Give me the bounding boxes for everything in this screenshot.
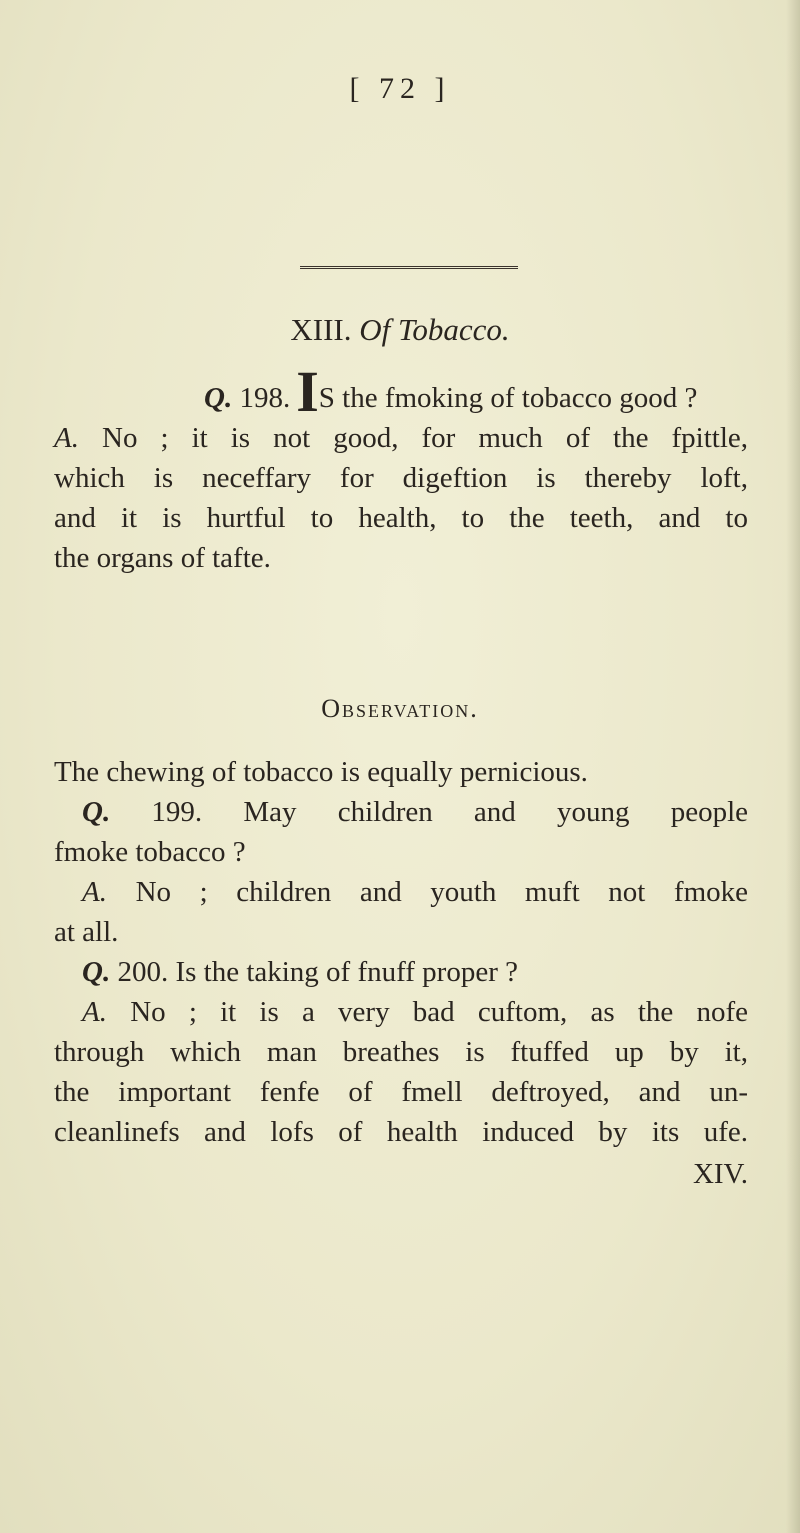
answer-text-line: No ; it is not good, for much of the fpittle, <box>102 422 748 454</box>
section-of: Of <box>359 312 391 347</box>
answer-mark-label: A. <box>54 422 79 454</box>
section-subject: Tobacco. <box>397 312 510 347</box>
answer-text-line: which is neceffary for digeftion is thereby loft, <box>54 462 748 494</box>
question-text: 200. Is the taking of fnuff proper ? <box>117 956 518 988</box>
page-edge-shadow <box>786 0 800 1533</box>
answer-text-line: No ; children and youth muft not fmoke <box>135 876 749 908</box>
answer-text-line: through which man breathes is ftuffed up by it, <box>54 1036 748 1068</box>
answer-mark-label: A. <box>82 996 107 1028</box>
answer-text-line: the organs of tafte. <box>54 542 271 574</box>
question-text: 199. May children and young people <box>151 796 749 828</box>
catchword: XIV. <box>692 1158 748 1190</box>
observation-heading: Observation. <box>321 694 479 723</box>
section-rule <box>300 266 518 269</box>
answer-text-line: cleanlinefs and lofs of health induced by its ufe. <box>54 1116 748 1148</box>
question-text: S the fmoking of tobacco good ? <box>318 382 698 414</box>
answer-text-line: No ; it is a very bad cuftom, as the nofe <box>130 996 748 1028</box>
answer-mark-label: A. <box>82 876 107 908</box>
question-198-block <box>54 359 748 578</box>
section-heading <box>0 312 800 348</box>
question-text-line: fmoke tobacco ? <box>54 836 246 868</box>
question-mark-label: Q. <box>204 382 233 414</box>
drop-initial: I <box>296 359 319 424</box>
section-numeral: XIII. <box>290 312 352 347</box>
observation-block <box>54 752 748 1152</box>
question-number: 198. <box>239 382 291 414</box>
question-mark-label: Q. <box>82 956 111 988</box>
observation-text: The chewing of tobacco is equally pernicious. <box>54 756 588 788</box>
answer-text-line: and it is hurtful to health, to the teeth, and to <box>54 502 748 534</box>
question-mark-label: Q. <box>82 796 111 828</box>
answer-text-line: the important fenfe of fmell deftroyed, and un- <box>54 1076 748 1108</box>
page-number: [ 72 ] <box>349 72 451 105</box>
answer-text-line: at all. <box>54 916 119 948</box>
